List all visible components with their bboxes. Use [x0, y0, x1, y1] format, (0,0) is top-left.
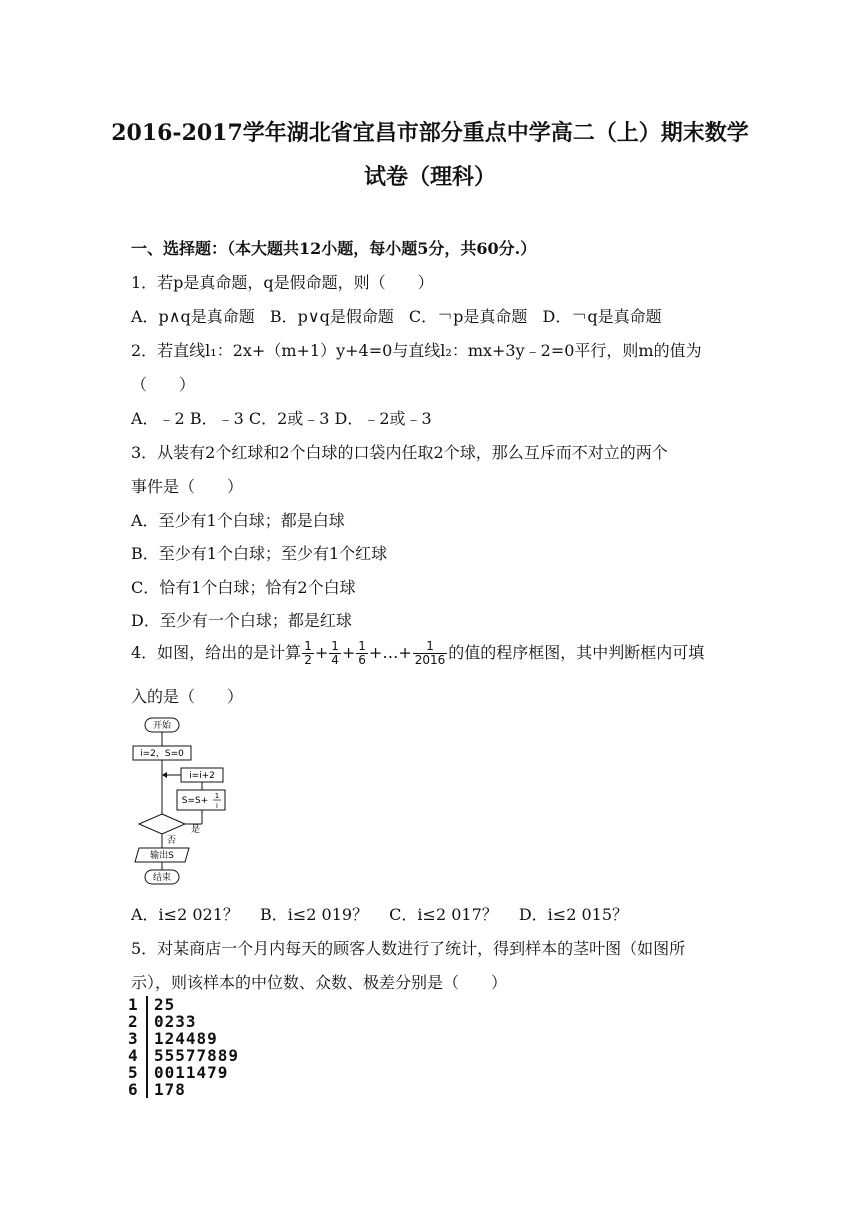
section-heading: 一、选择题：（本大题共12小题，每小题5分，共60分.） — [131, 239, 537, 258]
q2-stem-line2: （ ） — [131, 375, 196, 394]
q1-option-a: A．p∧q是真命题 — [131, 307, 255, 326]
q5-stem-leaf-plot — [128, 996, 239, 1098]
stem-leaf-row — [128, 1047, 239, 1064]
q4-fraction-1-den: 2 — [304, 653, 312, 667]
q5-stem-line2: 示），则该样本的中位数、众数、极差分别是（ ） — [131, 973, 508, 992]
q4-option-b: B．i≤2 019？ — [259, 905, 369, 924]
q4-stem-prefix: 4．如图，给出的是计算 — [131, 643, 302, 662]
stem-value: 5 — [128, 1063, 138, 1082]
flow-accumulate-num: 1 — [214, 792, 220, 800]
flow-decision-diamond — [139, 814, 185, 834]
flow-accumulate-label: S=S+ — [181, 796, 209, 806]
q2-stem-line1: 2．若直线l₁：2x+（m+1）y+4=0与直线l₂：mx+3y﹣2=0平行，则m的值为 — [131, 341, 702, 360]
q4-fraction-3 — [356, 640, 368, 667]
q1-option-d: D．￢q是真命题 — [542, 307, 662, 326]
flow-init-label: i=2，S=0 — [140, 749, 184, 759]
leaf-values: 55577889 — [154, 1046, 240, 1065]
stem-value: 1 — [128, 995, 138, 1014]
q4-fraction-3-num: 1 — [358, 639, 366, 653]
q3-option-c: C．恰有1个白球；恰有2个白球 — [131, 578, 356, 597]
q4-stem-suffix: 的值的程序框图，其中判断框内可填 — [448, 643, 705, 662]
q4-fraction-1 — [302, 640, 314, 667]
leaf-values: 0233 — [154, 1012, 197, 1031]
q4-fraction-last-num: 1 — [413, 640, 448, 654]
stem-leaf-row — [128, 1013, 239, 1030]
stem-value: 2 — [128, 1012, 138, 1031]
q4-flowchart — [131, 716, 241, 886]
q4-stem-line1: 4．如图，给出的是计算 $\frac{1}{2}$ + $\frac{1}{4}$ + $\frac{1}{6}$ +…+ $\frac{1}{2016}$ 的值的程序框图，其中判断框内可填 — [131, 639, 705, 667]
stem-value: 6 — [128, 1080, 138, 1099]
q1-options — [131, 304, 672, 327]
q4-fraction-2-den: 4 — [331, 653, 339, 667]
stem-value: 3 — [128, 1029, 138, 1048]
stem-leaf-row — [128, 996, 239, 1013]
stem-leaf-row — [128, 1081, 239, 1098]
flow-yes-label: 是 — [191, 825, 201, 835]
q4-option-d: D．i≤2 015？ — [518, 905, 629, 924]
flow-no-label: 否 — [167, 836, 177, 846]
q4-fraction-2-num: 1 — [331, 639, 339, 653]
q1-option-b: B．p∨q是假命题 — [269, 307, 394, 326]
q4-fraction-3-den: 6 — [358, 653, 366, 667]
q2-options: A．﹣2 B．﹣3 C．2或﹣3 D．﹣2或﹣3 — [131, 409, 432, 428]
stem-leaf-row — [128, 1030, 239, 1047]
leaf-values: 25 — [154, 995, 176, 1014]
exam-title-line2: 试卷（理科） — [363, 164, 496, 190]
exam-title-line1: 2016-2017学年湖北省宜昌市部分重点中学高二（上）期末数学 — [111, 120, 749, 146]
q5-stem-line1: 5．对某商店一个月内每天的顾客人数进行了统计，得到样本的茎叶图（如图所 — [131, 939, 686, 958]
q1-stem: 1．若p是真命题，q是假命题，则（ ） — [131, 273, 434, 292]
q3-option-d: D．至少有一个白球；都是红球 — [131, 611, 352, 630]
q4-fraction-last — [413, 640, 448, 667]
flow-output-label: 输出S — [150, 851, 174, 861]
flow-end-label: 结束 — [152, 873, 172, 883]
stem-value: 4 — [128, 1046, 138, 1065]
q1-option-c: C．￢p是真命题 — [408, 307, 528, 326]
q4-options — [131, 902, 638, 925]
q3-option-b: B．至少有1个白球；至少有1个红球 — [131, 544, 388, 563]
q4-option-a: A．i≤2 021？ — [131, 905, 239, 924]
q3-stem-line1: 3．从装有2个红球和2个白球的口袋内任取2个球，那么互斥而不对立的两个 — [131, 443, 668, 462]
leaf-values: 0011479 — [154, 1063, 229, 1082]
q3-option-a: A．至少有1个白球；都是白球 — [131, 511, 345, 530]
q4-stem-line2: 入的是（ ） — [131, 687, 244, 706]
flow-increment-label: i=i+2 — [189, 771, 215, 781]
q4-option-c: C．i≤2 017？ — [389, 905, 498, 924]
q3-stem-line2: 事件是（ ） — [131, 477, 244, 496]
stem-leaf-row — [128, 1064, 239, 1081]
q4-ellipsis: +…+ — [368, 643, 412, 662]
q4-fraction-1-num: 1 — [304, 639, 312, 653]
q4-fraction-2 — [329, 640, 341, 667]
q4-fraction-last-den: 2016 — [414, 653, 446, 667]
leaf-values: 124489 — [154, 1029, 218, 1048]
flow-accumulate-den: i — [216, 802, 218, 810]
flow-start-label: 开始 — [152, 721, 172, 731]
leaf-values: 178 — [154, 1080, 186, 1099]
